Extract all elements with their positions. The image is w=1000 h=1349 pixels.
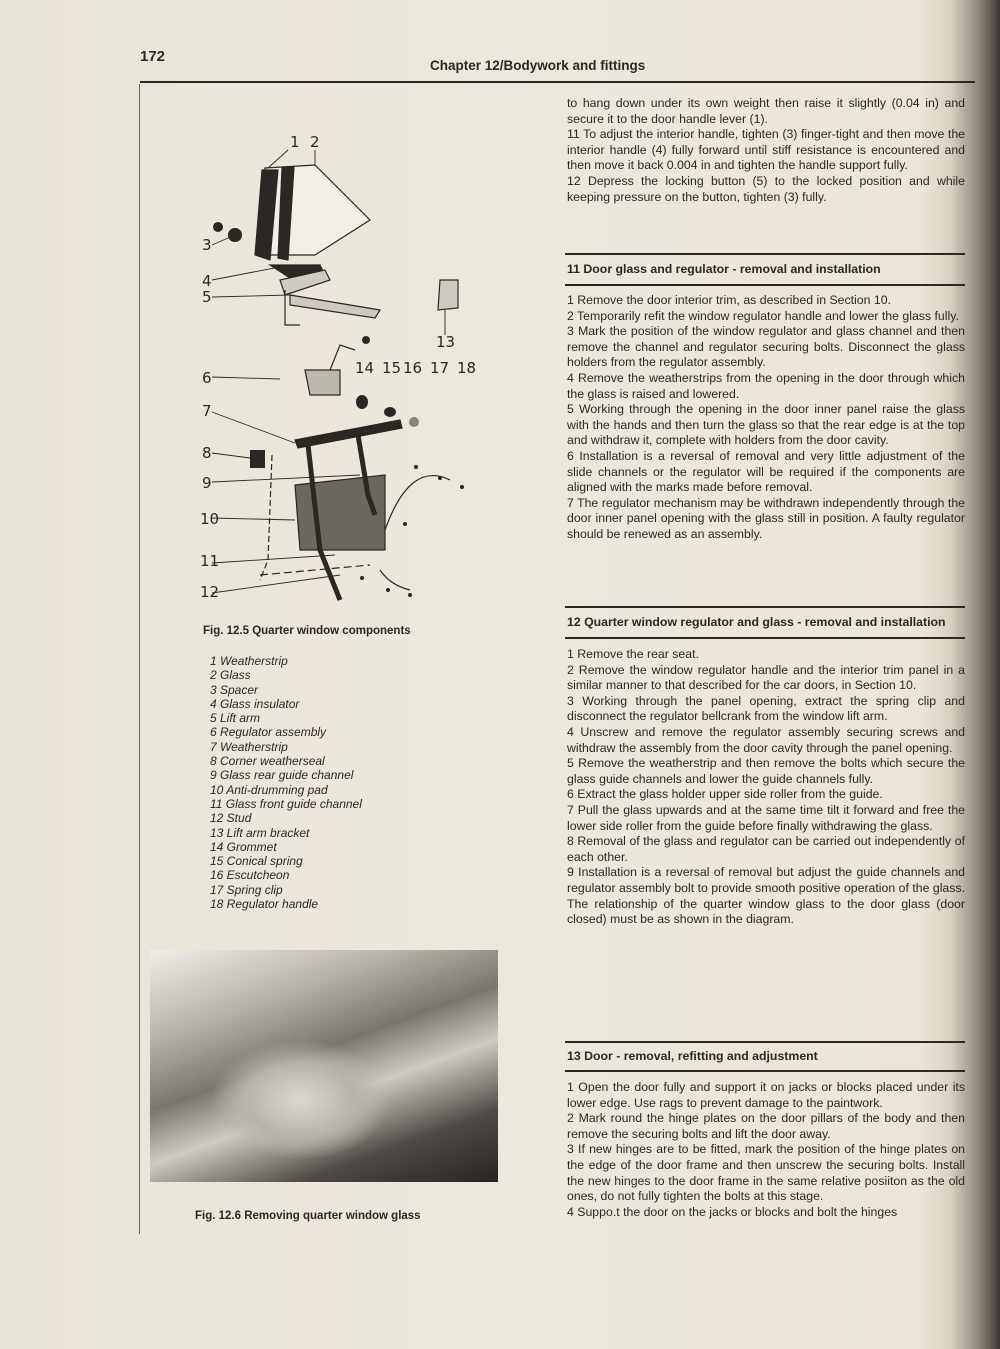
header-rule [140,81,975,83]
continued-text [567,96,965,205]
paragraph: 3 Mark the position of the window regulator and glass channel and then remove the channel and regulator securing bolts. Disconnect the glass holders from the regulator assembly. [567,324,965,370]
callout-13: 13 [436,333,456,351]
legend-item: 2 Glass [210,668,251,683]
section-11-body [567,293,965,543]
callout-18: 18 [457,359,477,377]
paragraph: 11 To adjust the interior handle, tighten (3) finger-tight and then move the interior handle (4) fully forward until stiff resistance is encountered and then move it back 0.004 in and tighten the handle support fully. [567,127,965,173]
left-margin-rule [139,84,140,1234]
section-rule [565,284,965,286]
legend-item: 9 Glass rear guide channel [210,768,354,783]
callout-17: 17 [430,359,450,377]
chapter-title: Chapter 12/Bodywork and fittings [430,58,646,73]
callout-8: 8 [202,444,212,462]
paragraph: to hang down under its own weight then raise it slightly (0.04 in) and secure it to the door handle lever (1). [567,96,965,126]
legend-item: 12 Stud [210,811,252,826]
paragraph: 5 Working through the opening in the door inner panel raise the glass with the hands and then turn the glass so that the rear edge is at the top and withdraw it, complete with holders from the door cavity. [567,402,965,448]
figure-12-6-caption: Fig. 12.6 Removing quarter window glass [195,1210,421,1222]
legend-item: 15 Conical spring [210,854,303,869]
paragraph: 2 Mark round the hinge plates on the door pillars of the body and then remove the securing bolts and lift the door away. [567,1111,965,1141]
callout-16: 16 [403,359,423,377]
paragraph: 7 Pull the glass upwards and at the same time tilt it forward and free the lower side roller from the guide before finally withdrawing the glass. [567,802,965,833]
quarter-window-diagram [190,130,500,610]
section-11-heading: 11 Door glass and regulator - removal and installation [567,262,881,276]
legend-item: 11 Glass front guide channel [210,796,362,811]
section-rule [565,606,965,608]
legend-item: 3 Spacer [210,682,259,697]
section-rule [565,1041,965,1043]
callout-5: 5 [202,288,212,306]
legend-item: 17 Spring clip [210,882,283,897]
callout-15: 15 [382,359,402,377]
callout-6: 6 [202,369,212,387]
section-12-heading: 12 Quarter window regulator and glass - removal and installation [567,615,946,629]
paragraph: 6 Installation is a reversal of removal and very little adjustment of the slide channels or the regulator will be required if the components are aligned with the marks made before removal. [567,448,965,495]
paragraph: 7 The regulator mechanism may be withdrawn independently through the door inner panel opening with the glass still in position. A faulty regulator should be renewed as an assembly. [567,495,965,541]
paragraph: 3 If new hinges are to be fitted, mark the position of the hinge plates on the edge of the door frame and then unscrew the securing bolts. Install the new hinges to the door frame in the same relative posiiton as the old ones, do not fully tighten the bolts at this stage. [567,1142,965,1204]
legend-item: 5 Lift arm [210,711,261,726]
callout-2: 2 [310,133,320,151]
paragraph: 4 Remove the weatherstrips from the opening in the door through which the glass is raised and lowered. [567,370,965,401]
section-13-heading: 13 Door - removal, refitting and adjustment [567,1049,818,1063]
page-number: 172 [140,48,166,65]
callout-12: 12 [200,583,220,601]
paragraph: 1 Remove the door interior trim, as described in Section 10. [567,293,891,307]
section-rule [565,637,965,639]
quarter-window-photo [150,950,498,1182]
callout-3: 3 [202,236,212,254]
legend-item: 1 Weatherstrip [210,654,288,668]
callout-10: 10 [200,510,220,528]
figure-legend [210,654,362,911]
callout-4: 4 [202,272,212,290]
paragraph: 12 Depress the locking button (5) to the locked position and while keeping pressure on the button, tighten (3) fully. [567,173,965,204]
figure-12-5-caption: Fig. 12.5 Quarter window components [203,625,411,637]
section-rule [565,1070,965,1072]
paragraph: 4 Unscrew and remove the regulator assembly securing screws and withdraw the assembly from the door cavity through the panel opening. [567,724,965,755]
legend-item: 6 Regulator assembly [210,725,327,740]
paragraph: 8 Removal of the glass and regulator can be carried out independently of each other. [567,834,965,864]
legend-item: 10 Anti-drumming pad [210,782,328,797]
paragraph: 5 Remove the weatherstrip and then remove the bolts which secure the glass guide channels and lower the guide channels fully. [567,756,965,786]
legend-item: 4 Glass insulator [210,696,300,711]
legend-item: 18 Regulator handle [210,897,319,912]
paragraph: 1 Open the door fully and support it on jacks or blocks placed under its lower edge. Use rags to prevent damage to the paintwork. [567,1080,965,1110]
paragraph: 2 Remove the window regulator handle and the interior trim panel in a similar manner to that described for the car doors, in Section 10. [567,662,965,693]
section-13-body [567,1080,965,1220]
legend-item: 7 Weatherstrip [210,739,288,754]
paragraph: 3 Working through the panel opening, extract the spring clip and disconnect the regulator bellcrank from the window lift arm. [567,693,965,724]
paragraph: 1 Remove the rear seat. [567,647,699,661]
legend-item: 16 Escutcheon [210,868,290,883]
legend-item: 14 Grommet [210,839,277,854]
callout-11: 11 [200,552,220,570]
callout-14: 14 [355,359,375,377]
callout-1: 1 [290,133,300,151]
callout-7: 7 [202,402,212,420]
section-rule [565,253,965,255]
callout-9: 9 [202,474,212,492]
legend-item: 8 Corner weatherseal [210,754,325,769]
paragraph: 2 Temporarily refit the window regulator handle and lower the glass fully. [567,308,959,323]
paragraph: 6 Extract the glass holder upper side roller from the guide. [567,787,883,802]
paragraph: 9 Installation is a reversal of removal but adjust the guide channels and regulator assembly bolt to provide smooth positive operation of the glass. The relationship of the quarter window glass to the door glass (door closed) must be as shown in the diagram. [567,865,965,927]
legend-item: 13 Lift arm bracket [210,825,310,840]
paragraph: 4 Suppo.t the door on the jacks or blocks and bolt the hinges [567,1204,898,1219]
section-12-body [567,647,965,928]
